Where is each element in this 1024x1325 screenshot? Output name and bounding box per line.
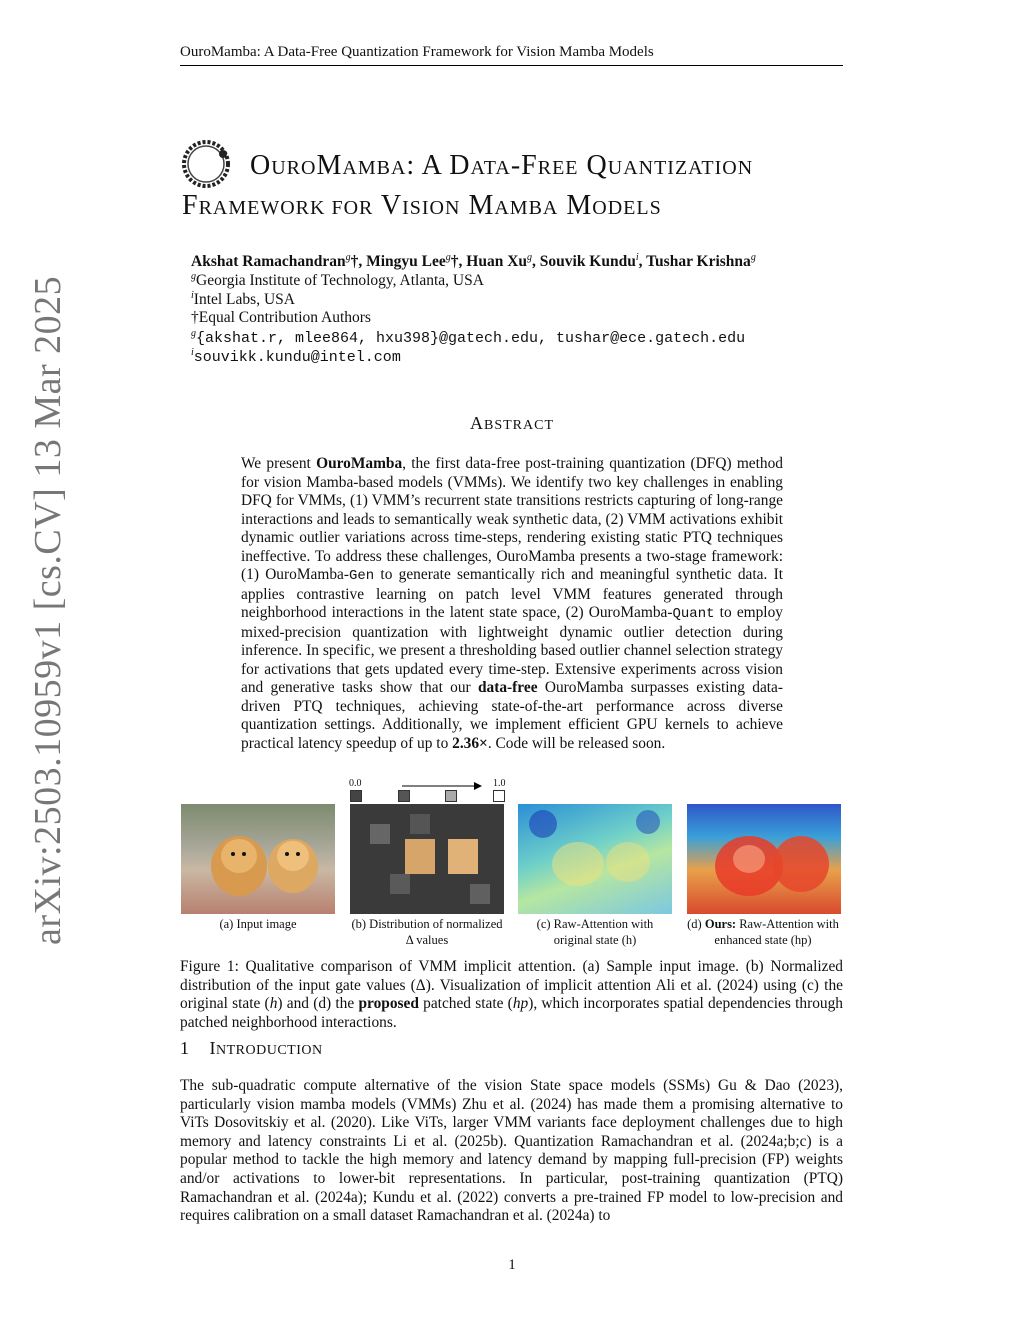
arxiv-identifier: arXiv:2503.10959v1 [cs.CV] 13 Mar 2025 [27, 275, 69, 945]
affiliation-georgia-tech: $^g$Georgia Institute of Technology, Atlanta, USA [191, 271, 484, 290]
subcaption-a: (a) Input image [219, 917, 297, 931]
raw-attention-enhanced-image [687, 804, 841, 914]
page-number: 1 [508, 1257, 516, 1273]
author-name: Tushar Krishna [646, 253, 751, 271]
paper-title-line-1: OUROMAMBA: A DATA-FREE QUANTIZATION [250, 150, 754, 181]
scale-min-label: 0.0 [349, 778, 362, 789]
section-heading-introduction: 1 INTRODUCTION [180, 1038, 323, 1058]
abstract-body: We present OuroMamba, the first data-free post-training quantization (DFQ) method for vision Mamba-based models (VMMs). We identify two key challenges in enabling DFQ for VMMs, (1) VMM’s recurrent state transitions restricts capturing of long-range interactions and leads to semantically weak synthetic data, (2) VMM activations exhibit dynamic outlier variations across time-steps, rendering existing static PTQ techniques ineffective. To address these challenges, OuroMamba presents a two-stage framework: (1) OuroMamba-Gen to generate semantically rich and meaningful synthetic data. It applies contrastive learning on patch level VMM features generated through neighborhood interactions in the latent state space, (2) OuroMamba-Quant to employ mixed-precision quantization with lightweight dynamic outlier detection during inference. In specific, we present a thresholding based outlier channel selection strategy for activations that gets updated every time-step. Extensive experiments across vision and generative tasks show that our data-free OuroMamba surpasses existing data-driven PTQ techniques, achieving state-of-the-art performance across diverse quantization settings. Additionally, we implement efficient GPU kernels to achieve practical latency speedup of up to 2.36×. Code will be released soon. [241, 455, 784, 752]
figure-caption: Figure 1: Qualitative comparison of VMM implicit attention. (a) Sample input image. (b) Normalized distribution of the input gate values (Δ). Visualization of implicit attention Ali et al. (2024) using (c) the original state (h) and (d) the proposed patched state (hp), which incorporates spatial dependencies through patched neighborhood interactions. [180, 958, 843, 1031]
scale-swatch-mid-dark [398, 790, 410, 802]
paper-title-line-2: FRAMEWORK FOR VISION MAMBA MODELS [182, 190, 662, 221]
scale-arrow-icon [402, 778, 482, 796]
subcaption-b: (b) Distribution of normalized Δ values [351, 917, 503, 947]
introduction-paragraph: The sub-quadratic compute alternative of the vision State space models (SSMs) Gu & Dao (2023), particularly vision mamba models (VMMs) Zhu et al. (2024) has made them a promising alternative to ViTs Dosovitskiy et al. (2020). Like ViTs, larger VMM variants face deployment challenges due to high memory and latency constraints Li et al. (2025b). Quantization Ramachandran et al. (2024a;b;c) is a popular method to tackle the high memory and latency demand by mapping full-precision (FP) weights and/or activations to lower-bit representations. In particular, post-training quantization (PTQ) Ramachandran et al. (2024a); Kundu et al. (2022) converts a pre-trained FP model to low-precision and requires calibration on a small dataset Ramachandran et al. (2024a) to [180, 1077, 843, 1225]
author-list: Akshat Ramachandran$^g$†, Mingyu Lee$^g$†, Huan Xu$^g$, Souvik Kundu$^i$, Tushar Krishna$^g$ [191, 252, 756, 271]
author-name: Huan Xu [466, 253, 528, 271]
scale-max-label: 1.0 [493, 778, 506, 789]
scale-swatch-mid-light [445, 790, 457, 802]
scale-swatch-light [493, 790, 505, 802]
author-name: Akshat Ramachandran [191, 253, 346, 271]
author-name: Souvik Kundu [539, 253, 636, 271]
delta-distribution-image [350, 804, 504, 914]
email-intel[interactable]: $^i$souvikk.kundu@intel.com [191, 347, 401, 367]
email-gatech[interactable]: $^g${akshat.r, mlee864, hxu398}@gatech.edu, tushar@ece.gatech.edu [191, 328, 746, 348]
raw-attention-original-image [518, 804, 672, 914]
subcaption-c: (c) Raw-Attention with original state (h) [536, 917, 654, 947]
input-image-dogs [181, 804, 335, 914]
scale-swatch-dark [350, 790, 362, 802]
abstract-heading: ABSTRACT [469, 413, 554, 433]
author-name: Mingyu Lee [366, 253, 446, 271]
running-head: OuroMamba: A Data-Free Quantization Framework for Vision Mamba Models [180, 44, 843, 66]
equal-contribution-note: †Equal Contribution Authors [191, 309, 371, 326]
ouroboros-logo-icon [178, 136, 234, 192]
affiliation-intel: $^i$Intel Labs, USA [191, 290, 295, 309]
subcaption-d: (d) Ours: Raw-Attention with enhanced state (hp) [687, 917, 839, 947]
